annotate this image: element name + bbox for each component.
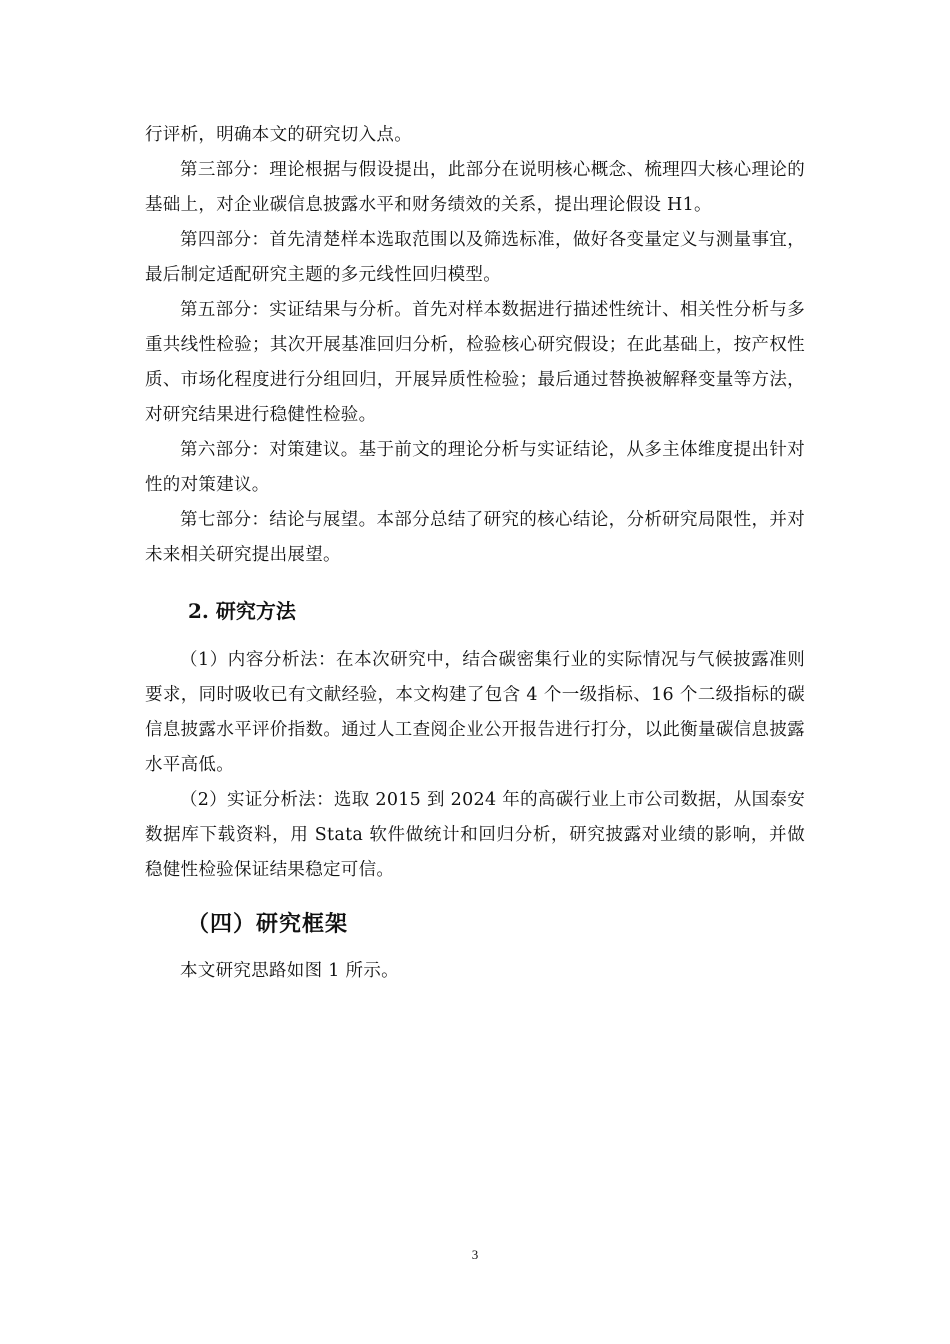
paragraph-part-five: 第五部分：实证结果与分析。首先对样本数据进行描述性统计、相关性分析与多重共线性检验；其次开展基准回归分析，检验核心研究假设；在此基础上，按产权性质、市场化程度进行分组回归，开展异质性检验；最后通过替换被解释变量等方法，对研究结果进行稳健性检验。 <box>145 300 805 425</box>
paragraph-content-analysis: （1）内容分析法：在本次研究中，结合碳密集行业的实际情况与气候披露准则要求，同时吸收已有文献经验，本文构建了包含 4 个一级指标、16 个二级指标的碳信息披露水平评价指数。通过人工查阅企业公开报告进行打分，以此衡量碳信息披露水平高低。 <box>145 650 805 775</box>
paragraph-part-three: 第三部分：理论根据与假设提出，此部分在说明核心概念、梳理四大核心理论的基础上，对企业碳信息披露水平和财务绩效的关系，提出理论假设 H1。 <box>145 160 805 215</box>
paragraph-part-four: 第四部分：首先清楚样本选取范围以及筛选标准，做好各变量定义与测量事宜，最后制定适配研究主题的多元线性回归模型。 <box>145 230 805 285</box>
heading-research-methods: 2. 研究方法 <box>188 599 296 623</box>
paragraph-empirical-analysis: （2）实证分析法：选取 2015 到 2024 年的高碳行业上市公司数据，从国泰安数据库下载资料，用 Stata 软件做统计和回归分析，研究披露对业绩的影响，并做稳健性检验保证结果稳定可信。 <box>145 790 805 880</box>
paragraph-framework-intro: 本文研究思路如图 1 所示。 <box>180 961 399 981</box>
paragraph-continuation: 行评析，明确本文的研究切入点。 <box>145 125 412 145</box>
paragraph-part-seven: 第七部分：结论与展望。本部分总结了研究的核心结论，分析研究局限性，并对未来相关研究提出展望。 <box>145 510 805 565</box>
heading-research-framework: （四）研究框架 <box>187 911 349 937</box>
paragraph-part-six: 第六部分：对策建议。基于前文的理论分析与实证结论，从多主体维度提出针对性的对策建议。 <box>145 440 805 495</box>
page-number: 3 <box>471 1247 479 1262</box>
page-body <box>145 118 805 989</box>
